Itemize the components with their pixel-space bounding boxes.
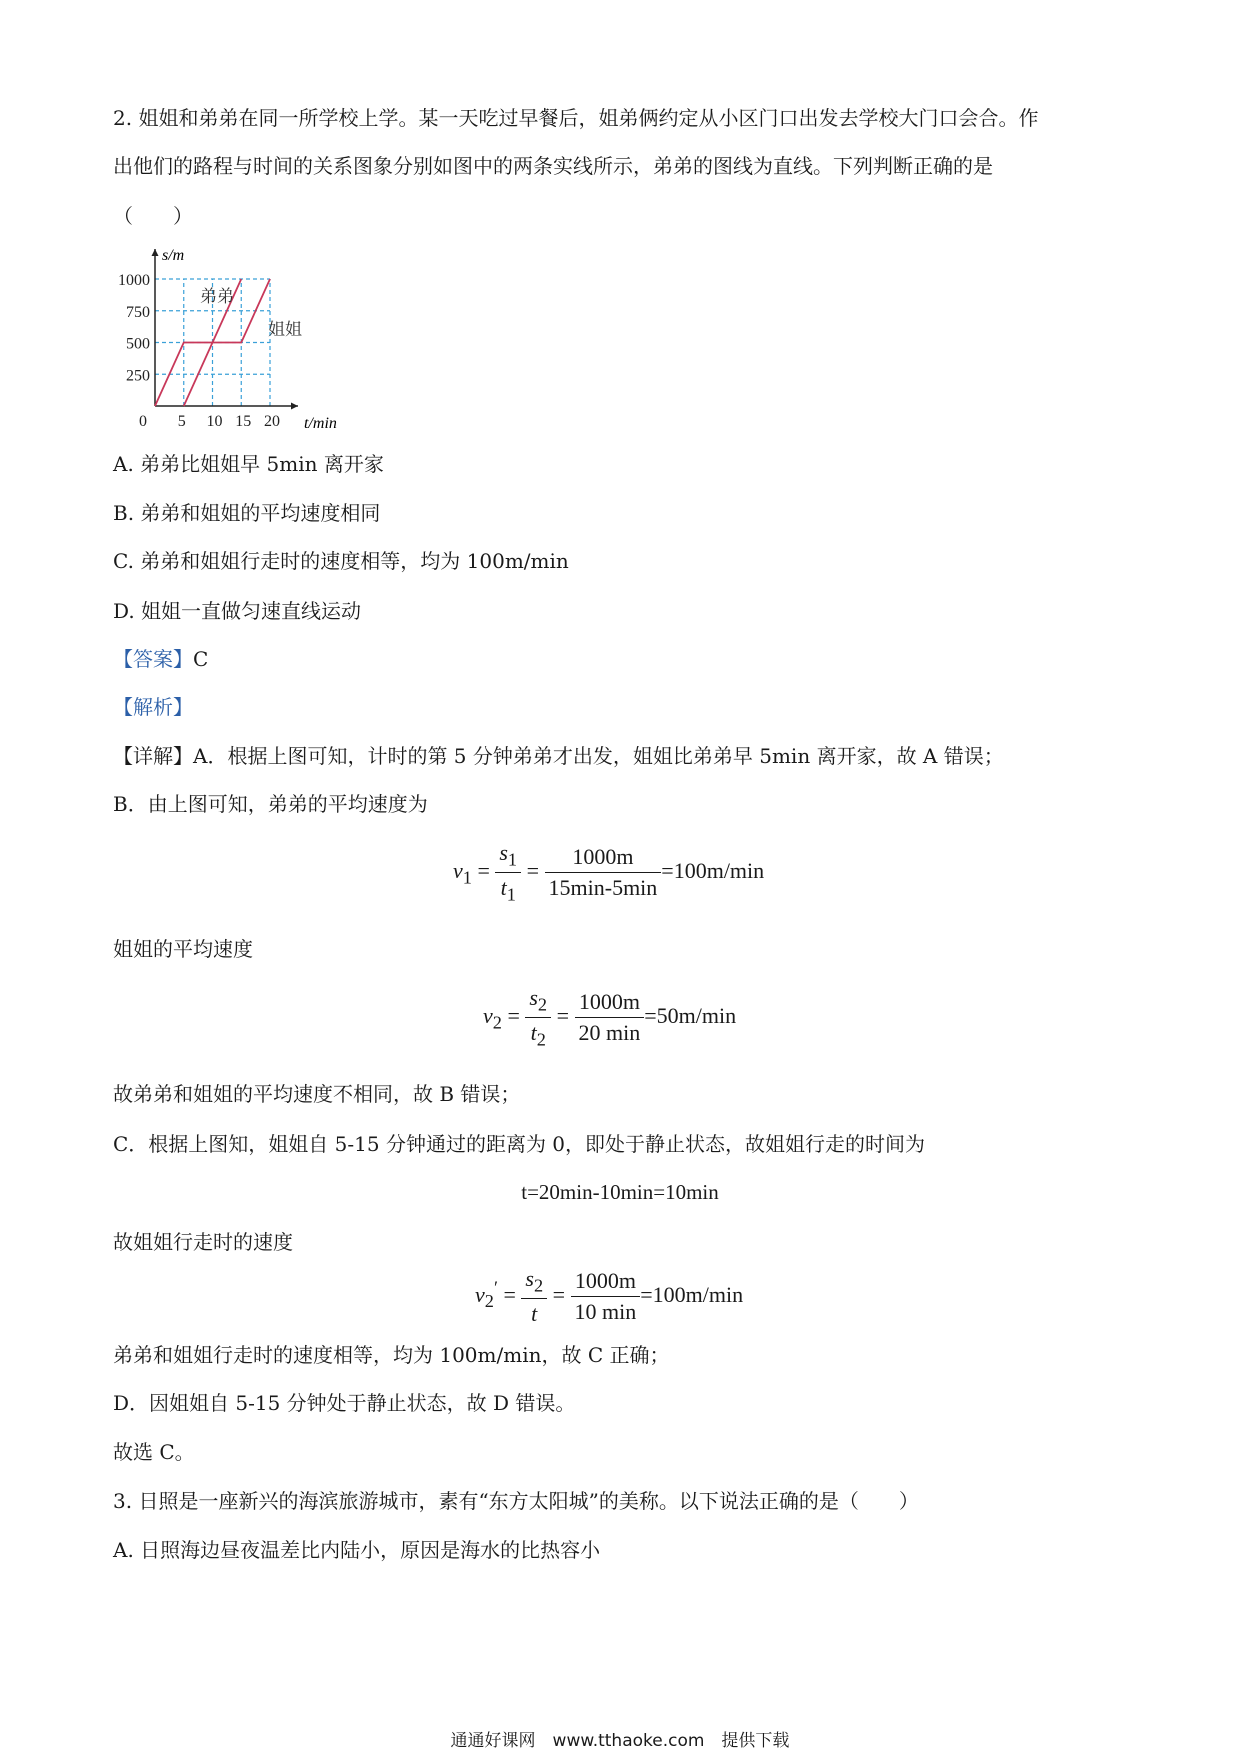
detail-c-conclusion: 弟弟和姐姐行走时的速度相等，均为 100m/min，故 C 正确； — [113, 1343, 670, 1367]
legend-brother: 弟弟 — [200, 287, 234, 306]
answer-line — [113, 645, 208, 673]
equation-sister-walk-speed: $v_2'$ = $\frac{s_2}{t}$ = $\frac{1000m}{10 \min}$ =100m/min — [475, 1266, 744, 1327]
final-choice: 故选 C。 — [113, 1440, 195, 1464]
x-tick-label-5: 5 — [177, 413, 186, 430]
y-tick-label-250: 250 — [126, 367, 150, 385]
question-2-bracket: （ ） — [113, 204, 193, 228]
option-c: C. 弟弟和姐姐行走时的速度相等，均为 100m/min — [113, 549, 569, 573]
y-axis-arrow — [152, 249, 159, 256]
question-2-line-2: 出他们的路程与时间的关系图象分别如图中的两条实线所示，弟弟的图线为直线。下列判断正确的是 — [113, 154, 993, 178]
question-2-line-1: 2. 姐姐和弟弟在同一所学校上学。某一天吃过早餐后，姐弟俩约定从小区门口出发去学校大门口会合。作 — [113, 106, 1039, 130]
x-tick-label-15: 15 — [235, 413, 252, 430]
detail-b-conclusion: 故弟弟和姐姐的平均速度不相同，故 B 错误； — [113, 1082, 521, 1106]
detail-d: D．因姐姐自 5-15 分钟处于静止状态，故 D 错误。 — [113, 1391, 576, 1415]
detail-b: B．由上图可知，弟弟的平均速度为 — [113, 792, 428, 816]
x-tick-label-20: 20 — [264, 413, 280, 430]
option-a: A. 弟弟比姐姐早 5min 离开家 — [113, 452, 384, 476]
question-3-option-a: A. 日照海边昼夜温差比内陆小，原因是海水的比热容小 — [113, 1538, 601, 1562]
option-b: B. 弟弟和姐姐的平均速度相同 — [113, 501, 381, 525]
distance-time-chart — [100, 240, 360, 440]
option-d: D. 姐姐一直做匀速直线运动 — [113, 599, 362, 623]
y-tick-label-1000: 1000 — [118, 272, 150, 289]
sister-walk-speed-label: 故姐姐行走时的速度 — [113, 1230, 293, 1254]
equation-sister-average-speed: $v_2$ = $\frac{s_2}{t_2}$ = $\frac{1000m}{20 \min}$ =50m/min — [483, 985, 737, 1050]
page-footer: 通通好课网 www.tthaoke.com 提供下载 — [450, 1731, 790, 1751]
sister-average-speed-label: 姐姐的平均速度 — [113, 937, 253, 961]
analysis-tag: 【解析】 — [113, 695, 193, 719]
x-axis-arrow — [291, 403, 298, 410]
answer-value: C — [193, 647, 209, 671]
x-tick-label-10: 10 — [206, 413, 223, 430]
y-tick-label-750: 750 — [126, 303, 150, 321]
question-3-stem: 3. 日照是一座新兴的海滨旅游城市，素有“东方太阳城”的美称。以下说法正确的是（ ） — [113, 1489, 919, 1513]
y-axis-label: s/m — [162, 247, 185, 264]
x-axis-label: t/min — [304, 415, 337, 432]
detail-c: C．根据上图知，姐姐自 5-15 分钟通过的距离为 0，即处于静止状态，故姐姐行走的时间为 — [113, 1132, 926, 1156]
y-tick-label-500: 500 — [126, 335, 150, 353]
time-equation: t=20min-10min=10min — [521, 1180, 719, 1204]
x-tick-label-0: 0 — [139, 413, 147, 430]
legend-sister: 姐姐 — [268, 320, 302, 339]
detail-a: 【详解】A．根据上图可知，计时的第 5 分钟弟弟才出发，姐姐比弟弟早 5min 离开家，故 A 错误； — [113, 744, 1004, 768]
answer-tag: 【答案】 — [113, 647, 193, 671]
equation-brother-average-speed: $v_1$ = $\frac{s_1}{t_1}$ = $\frac{1000m}{15\min-5\min}$ =100m/min — [453, 840, 765, 905]
